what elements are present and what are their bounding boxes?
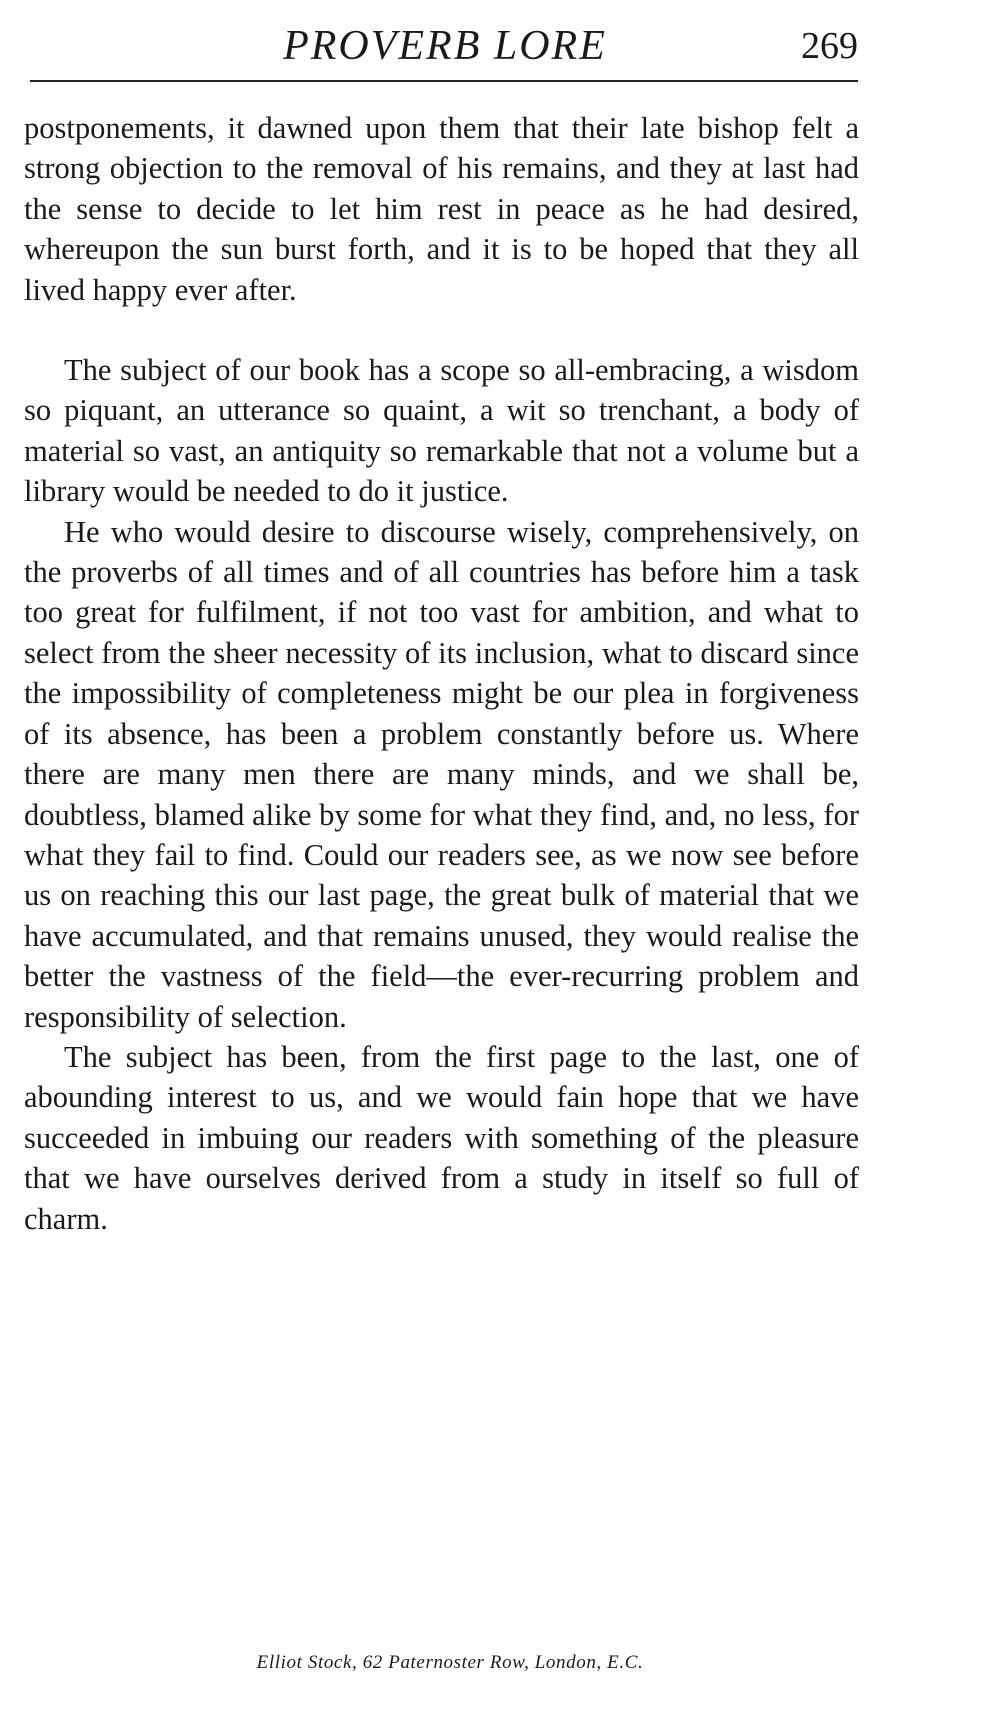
running-title: PROVERB LORE xyxy=(283,23,607,69)
paragraph-subject-scope: The subject of our book has a scope so all-embracing, a wisdom so piquant, an utterance so quaint, a wit so trenchant, a body of material so vast, an antiquity so remarkable that not a volume but a library would be needed to do it justice. xyxy=(24,353,859,509)
paragraph-closing: The subject has been, from the first page to the last, one of abounding interest to us, and we would fain hope that we have succeeded in imbuing our readers with something of the pleasure that we have ourselves derived from a study in itself so full of charm. xyxy=(24,1039,859,1236)
paragraph-continuation: postponements, it dawned upon them that their late bishop felt a strong objection to the removal of his remains, and they at last had the sense to decide to let him rest in peace as he had desired, whereupon the sun burst forth, and it is to be hoped that they all lived happy ever after. xyxy=(24,111,859,307)
header-rule xyxy=(30,80,858,82)
page-number: 269 xyxy=(801,25,858,67)
body-text xyxy=(24,108,859,1239)
running-head xyxy=(30,18,860,78)
publisher-imprint: Elliot Stock, 62 Paternoster Row, London, E.C. xyxy=(256,1652,644,1673)
paragraph-discourse: He who would desire to discourse wisely, comprehensively, on the proverbs of all times and of all countries has before him a task too great for fulfilment, if not too vast for ambition, and what to select from the sheer necessity of its inclusion, what to discard since the impossibility of completeness might be our plea in forgiveness of its absence, has been a problem constantly before us. Where there are many men there are many minds, and we shall be, doubtless, blamed alike by some for what they find, and, no less, for what they fail to find. Could our readers see, as we now see before us on reaching this our last page, the great bulk of material that we have accumulated, and that remains unused, they would realise the better the vastness of the field—the ever-recurring problem and responsibility of selection. xyxy=(24,514,859,1034)
